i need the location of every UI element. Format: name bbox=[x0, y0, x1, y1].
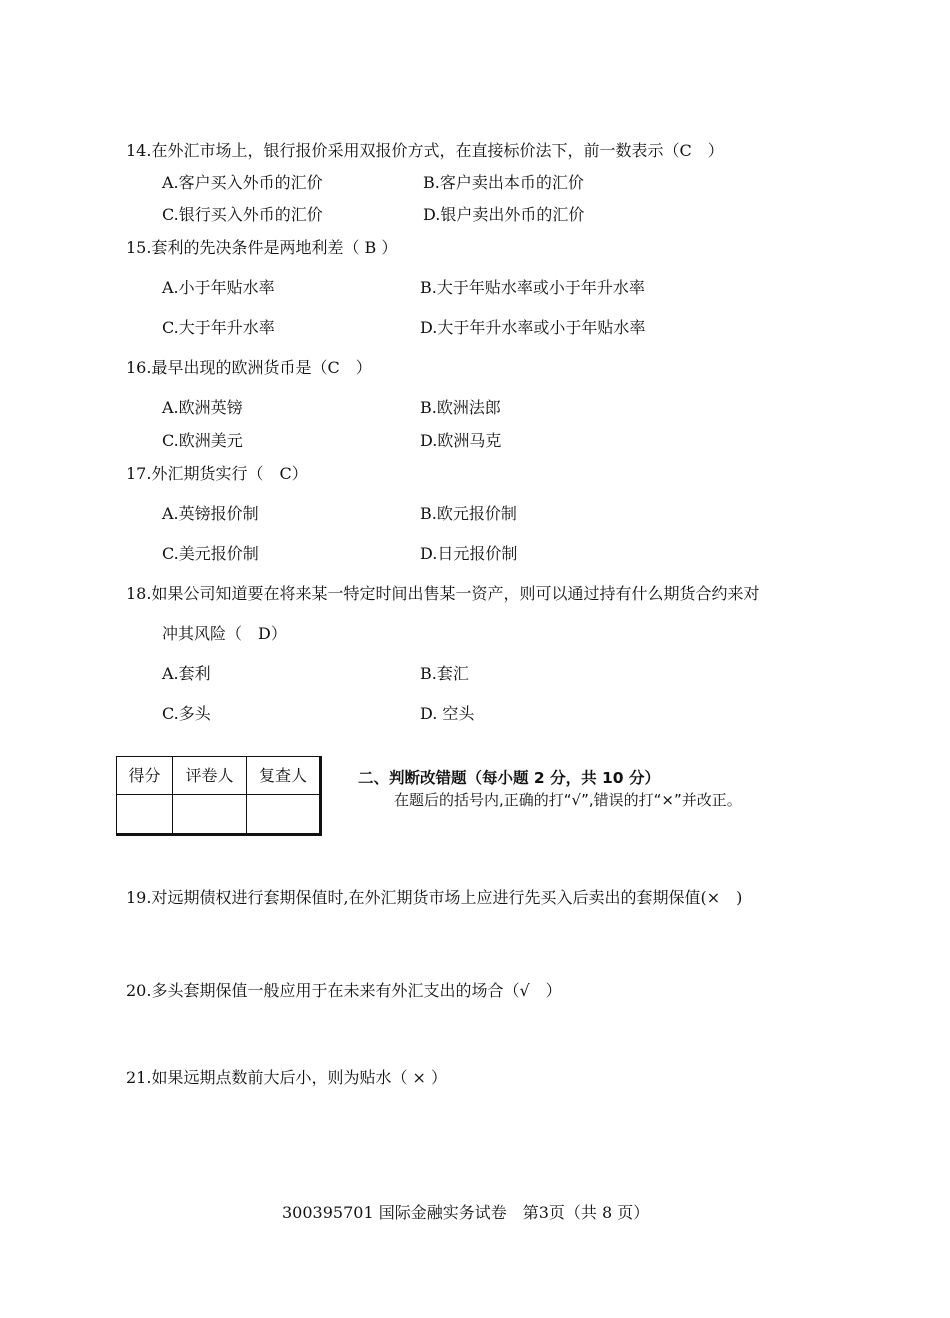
question-15-option-a: A.小于年贴水率 bbox=[162, 278, 275, 297]
question-14-option-b: B.客户卖出本币的汇价 bbox=[423, 173, 584, 192]
question-18-option-b: B.套汇 bbox=[420, 664, 469, 683]
question-15-option-d: D.大于年升水率或小于年贴水率 bbox=[420, 318, 646, 337]
question-17-option-d: D.日元报价制 bbox=[420, 544, 518, 563]
question-17-stem: 17.外汇期货实行（ C） bbox=[126, 464, 308, 483]
score-cell-grader[interactable] bbox=[173, 795, 247, 835]
page-footer: 300395701 国际金融实务试卷 第3页（共 8 页） bbox=[282, 1203, 650, 1222]
question-19: 19.对远期债权进行套期保值时,在外汇期货市场上应进行先买入后卖出的套期保值(× ) bbox=[126, 888, 743, 907]
question-18-stem: 18.如果公司知道要在将来某一特定时间出售某一资产，则可以通过持有什么期货合约来对 bbox=[126, 584, 760, 603]
question-21: 21.如果远期点数前大后小，则为贴水（ × ） bbox=[126, 1068, 448, 1087]
question-16-option-c: C.欧洲美元 bbox=[162, 431, 243, 450]
question-18-stem-continued: 冲其风险（ D） bbox=[162, 624, 287, 643]
question-14-option-a: A.客户买入外币的汇价 bbox=[162, 173, 323, 192]
question-18-option-d: D. 空头 bbox=[420, 704, 475, 723]
score-table bbox=[116, 756, 322, 836]
question-17-option-b: B.欧元报价制 bbox=[420, 504, 517, 523]
question-15-option-b: B.大于年贴水率或小于年升水率 bbox=[420, 278, 645, 297]
question-14-option-d: D.银户卖出外币的汇价 bbox=[423, 205, 585, 224]
section-2-title: 二、判断改错题（每小题 2 分，共 10 分） bbox=[358, 769, 660, 787]
question-17-option-c: C.美元报价制 bbox=[162, 544, 259, 563]
question-18-option-c: C.多头 bbox=[162, 704, 211, 723]
section-2-instruction: 在题后的括号内,正确的打“√”,错误的打“×”并改正。 bbox=[394, 791, 742, 809]
question-17-option-a: A.英镑报价制 bbox=[162, 504, 259, 523]
question-14-option-c: C.银行买入外币的汇价 bbox=[162, 205, 323, 224]
score-header-reviewer: 复查人 bbox=[247, 757, 321, 795]
question-16-option-b: B.欧洲法郎 bbox=[420, 398, 501, 417]
score-header-score: 得分 bbox=[117, 757, 173, 795]
question-16-option-a: A.欧洲英镑 bbox=[162, 398, 243, 417]
score-cell-score[interactable] bbox=[117, 795, 173, 835]
question-14-stem: 14.在外汇市场上，银行报价采用双报价方式，在直接标价法下，前一数表示（C ） bbox=[126, 141, 724, 160]
question-16-stem: 16.最早出现的欧洲货币是（C ） bbox=[126, 358, 372, 377]
question-15-option-c: C.大于年升水率 bbox=[162, 318, 275, 337]
score-header-grader: 评卷人 bbox=[173, 757, 247, 795]
question-16-option-d: D.欧洲马克 bbox=[420, 431, 502, 450]
question-15-stem: 15.套利的先决条件是两地利差（ B ） bbox=[126, 238, 398, 257]
score-cell-reviewer[interactable] bbox=[247, 795, 321, 835]
question-20: 20.多头套期保值一般应用于在未来有外汇支出的场合（√ ） bbox=[126, 981, 562, 1000]
question-18-option-a: A.套利 bbox=[162, 664, 211, 683]
